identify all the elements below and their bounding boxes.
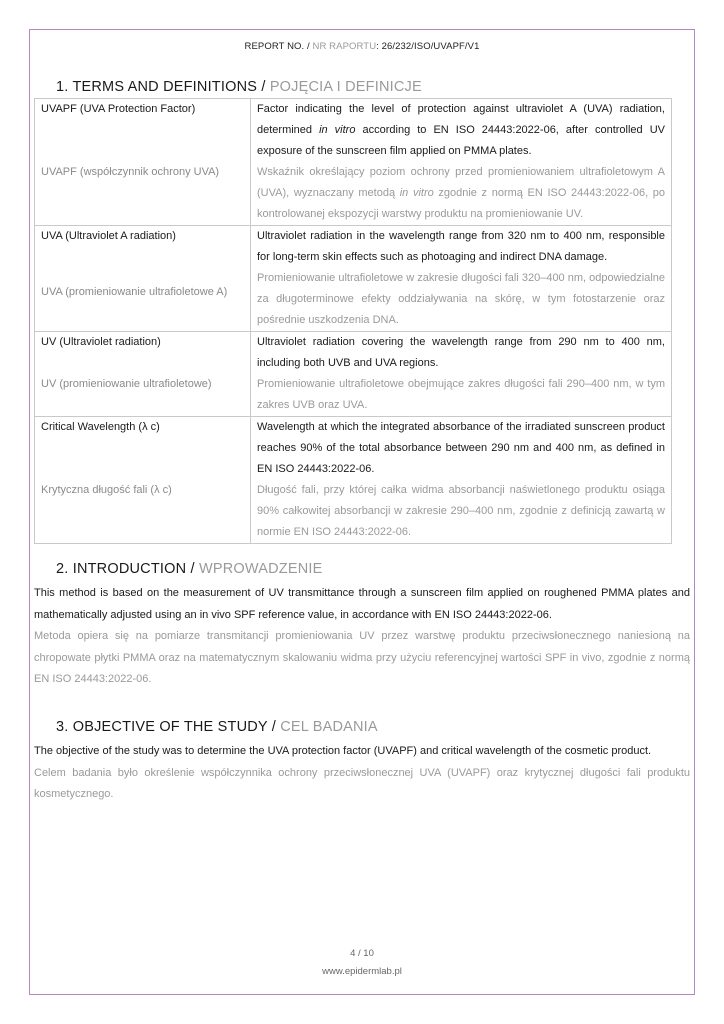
definition-en: Wavelength at which the integrated absorbance of the irradiated sunscreen product reaches 90% of the total absorbance between 290 nm and 400 nm, as defined in EN ISO 24443:2022-06. bbox=[257, 421, 665, 475]
term-pl: UVA (promieniowanie ultrafioletowe A) bbox=[41, 286, 228, 298]
section-1-title-en: 1. TERMS AND DEFINITIONS / bbox=[56, 79, 270, 95]
definition-pl: Promieniowanie ultrafioletowe w zakresie długości fali 320–400 nm, odpowiedzialne za długoterminowe efekty oddziaływania na skórę, w tym fotostarzenie oraz pośrednie uszkodzenia DNA. bbox=[257, 272, 665, 326]
section-3-title bbox=[56, 719, 378, 735]
term-cell bbox=[35, 417, 251, 544]
footer-url: www.epidermlab.pl bbox=[322, 966, 402, 977]
term-cell bbox=[35, 226, 251, 332]
terms-table bbox=[34, 98, 672, 544]
report-header-label-pl: NR RAPORTU bbox=[312, 41, 377, 52]
section-3-title-en: 3. OBJECTIVE OF THE STUDY / bbox=[56, 719, 281, 735]
term-pl: UV (promieniowanie ultrafioletowe) bbox=[41, 378, 212, 390]
section-1-title-pl: POJĘCIA I DEFINICJE bbox=[269, 79, 422, 95]
introduction-text bbox=[34, 583, 690, 691]
table-row bbox=[35, 332, 672, 417]
page-number: 4 / 10 bbox=[350, 948, 374, 959]
term-cell bbox=[35, 332, 251, 417]
section-2-title bbox=[56, 561, 322, 577]
section-2-title-pl: WPROWADZENIE bbox=[198, 561, 323, 577]
definition-en-part: Factor indicating the level of protection against ultraviolet A (UVA) radiation, determined bbox=[257, 103, 665, 136]
section-2-title-en: 2. INTRODUCTION / bbox=[56, 561, 199, 577]
term-en: Critical Wavelength (λ c) bbox=[41, 421, 160, 433]
definition-pl-part: zgodnie z normą EN ISO 24443:2022-06, po kontrolowanej ekspozycji warstwy produktu na promieniowanie UV. bbox=[257, 187, 666, 220]
objective-text-pl: Celem badania było określenie współczynnika ochrony przeciwsłonecznej UVA (UVAPF) oraz krytycznej długości fali produktu kosmetycznego. bbox=[34, 766, 690, 800]
report-header bbox=[0, 41, 724, 52]
introduction-text-en: This method is based on the measurement of UV transmittance through a sunscreen film applied on roughened PMMA plates and mathematically adjusted using an in vivo SPF reference value, in accordance with EN ISO 24443:2022-06. bbox=[34, 587, 690, 621]
definition-pl: Promieniowanie ultrafioletowe obejmujące zakres długości fali 290–400 nm, w tym zakres UVB oraz UVA. bbox=[257, 378, 665, 411]
report-number: : 26/232/ISO/UVAPF/V1 bbox=[376, 41, 480, 52]
definition-en-italic: in vitro bbox=[319, 124, 356, 136]
term-en: UV (Ultraviolet radiation) bbox=[41, 336, 161, 348]
objective-text bbox=[34, 741, 690, 806]
definition-cell bbox=[251, 99, 672, 226]
table-row bbox=[35, 226, 672, 332]
report-header-label-en: REPORT NO. / bbox=[244, 41, 313, 52]
term-en: UVAPF (UVA Protection Factor) bbox=[41, 103, 196, 115]
definition-pl bbox=[257, 162, 665, 225]
definition-pl-part: Wskaźnik określający poziom ochrony przed promieniowaniem ultrafioletowym A (UVA), wyznaczany metodą bbox=[257, 166, 665, 199]
definition-en bbox=[257, 99, 665, 162]
definition-cell bbox=[251, 226, 672, 332]
term-en: UVA (Ultraviolet A radiation) bbox=[41, 230, 176, 242]
definition-cell bbox=[251, 417, 672, 544]
table-row bbox=[35, 99, 672, 226]
term-cell bbox=[35, 99, 251, 226]
section-1-title bbox=[56, 79, 422, 95]
term-pl: UVAPF (współczynnik ochrony UVA) bbox=[41, 166, 220, 178]
definition-pl-italic: in vitro bbox=[399, 187, 434, 199]
definition-cell bbox=[251, 332, 672, 417]
table-row bbox=[35, 417, 672, 544]
introduction-text-pl: Metoda opiera się na pomiarze transmitancji promieniowania UV przez warstwę produktu przeciwsłonecznego naniesioną na chropowate płytki PMMA oraz na matematycznym skalowaniu widma przy użyciu referencyjnej wartości SPF in vivo, zgodnie z normą EN ISO 24443:2022-06. bbox=[34, 630, 690, 685]
objective-text-en: The objective of the study was to determine the UVA protection factor (UVAPF) and critical wavelength of the cosmetic product. bbox=[34, 745, 652, 757]
term-pl: Krytyczna długość fali (λ c) bbox=[41, 484, 172, 496]
definition-pl: Długość fali, przy której całka widma absorbancji naświetlonego produktu osiąga 90% całkowitej absorbancji w zakresie 290–400 nm, zgodnie z definicją zawartą w normie EN ISO 24443:2022-06. bbox=[257, 484, 665, 538]
definition-en: Ultraviolet radiation covering the wavelength range from 290 nm to 400 nm, including both UVB and UVA regions. bbox=[257, 336, 665, 369]
section-3-title-pl: CEL BADANIA bbox=[280, 719, 378, 735]
definition-en-part: according to EN ISO 24443:2022-06, after controlled UV exposure of the sunscreen film applied on PMMA plates. bbox=[257, 124, 665, 157]
definition-en: Ultraviolet radiation in the wavelength range from 320 nm to 400 nm, responsible for long-term skin effects such as photoaging and indirect DNA damage. bbox=[257, 230, 665, 263]
